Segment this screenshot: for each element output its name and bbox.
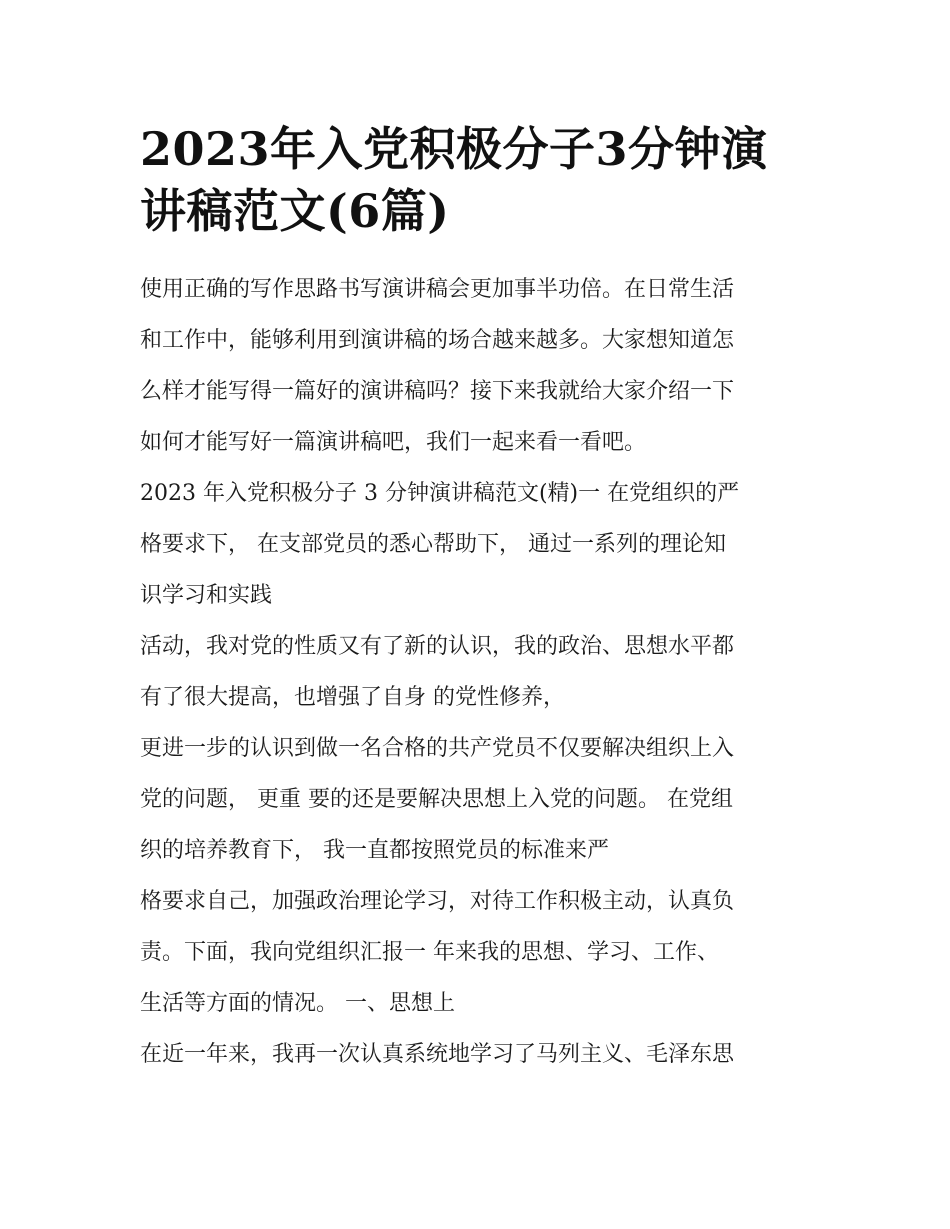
body-line: 识学习和实践 xyxy=(140,583,273,608)
body-line: 格要求下， 在支部党员的悉心帮助下， 通过一系列的理论知 xyxy=(140,532,726,557)
body-line: 活动，我对党的性质又有了新的认识，我的政治、思想水平都 xyxy=(140,634,735,659)
body-line: 党的问题， 更重 要的还是要解决思想上入党的问题。 在党组 xyxy=(140,787,733,812)
body-line: 在近一年来，我再一次认真系统地学习了马列主义、毛泽东思 xyxy=(140,1042,735,1067)
body-line: 如何才能写好一篇演讲稿吧，我们一起来看一看吧。 xyxy=(140,430,647,455)
document-content xyxy=(140,118,812,1080)
body-line: 2023 年入党积极分子 3 分钟演讲稿范文(精)一 在党组织的严 xyxy=(140,481,740,506)
body-line: 更进一步的认识到做一名合格的共产党员不仅要解决组织上入 xyxy=(140,736,735,761)
body-line: 和工作中，能够利用到演讲稿的场合越来越多。大家想知道怎 xyxy=(140,328,735,353)
body-line: 么样才能写得一篇好的演讲稿吗？接下来我就给大家介绍一下 xyxy=(140,379,735,404)
body-line: 使用正确的写作思路书写演讲稿会更加事半功倍。在日常生活 xyxy=(140,277,735,302)
body-line: 生活等方面的情况。 一、思想上 xyxy=(140,991,455,1016)
body-line: 责。下面，我向党组织汇报一 年来我的思想、学习、工作、 xyxy=(140,940,719,965)
document-title: 2023年入党积极分子3分钟演讲稿范文(6篇) xyxy=(140,122,768,238)
body-line: 格要求自己，加强政治理论学习，对待工作积极主动，认真负 xyxy=(140,889,735,914)
body-line: 有了很大提高，也增强了自身 的党性修养， xyxy=(140,685,565,710)
document-body xyxy=(140,264,812,1080)
body-line: 织的培养教育下， 我一直都按照党员的标准来严 xyxy=(140,838,609,863)
